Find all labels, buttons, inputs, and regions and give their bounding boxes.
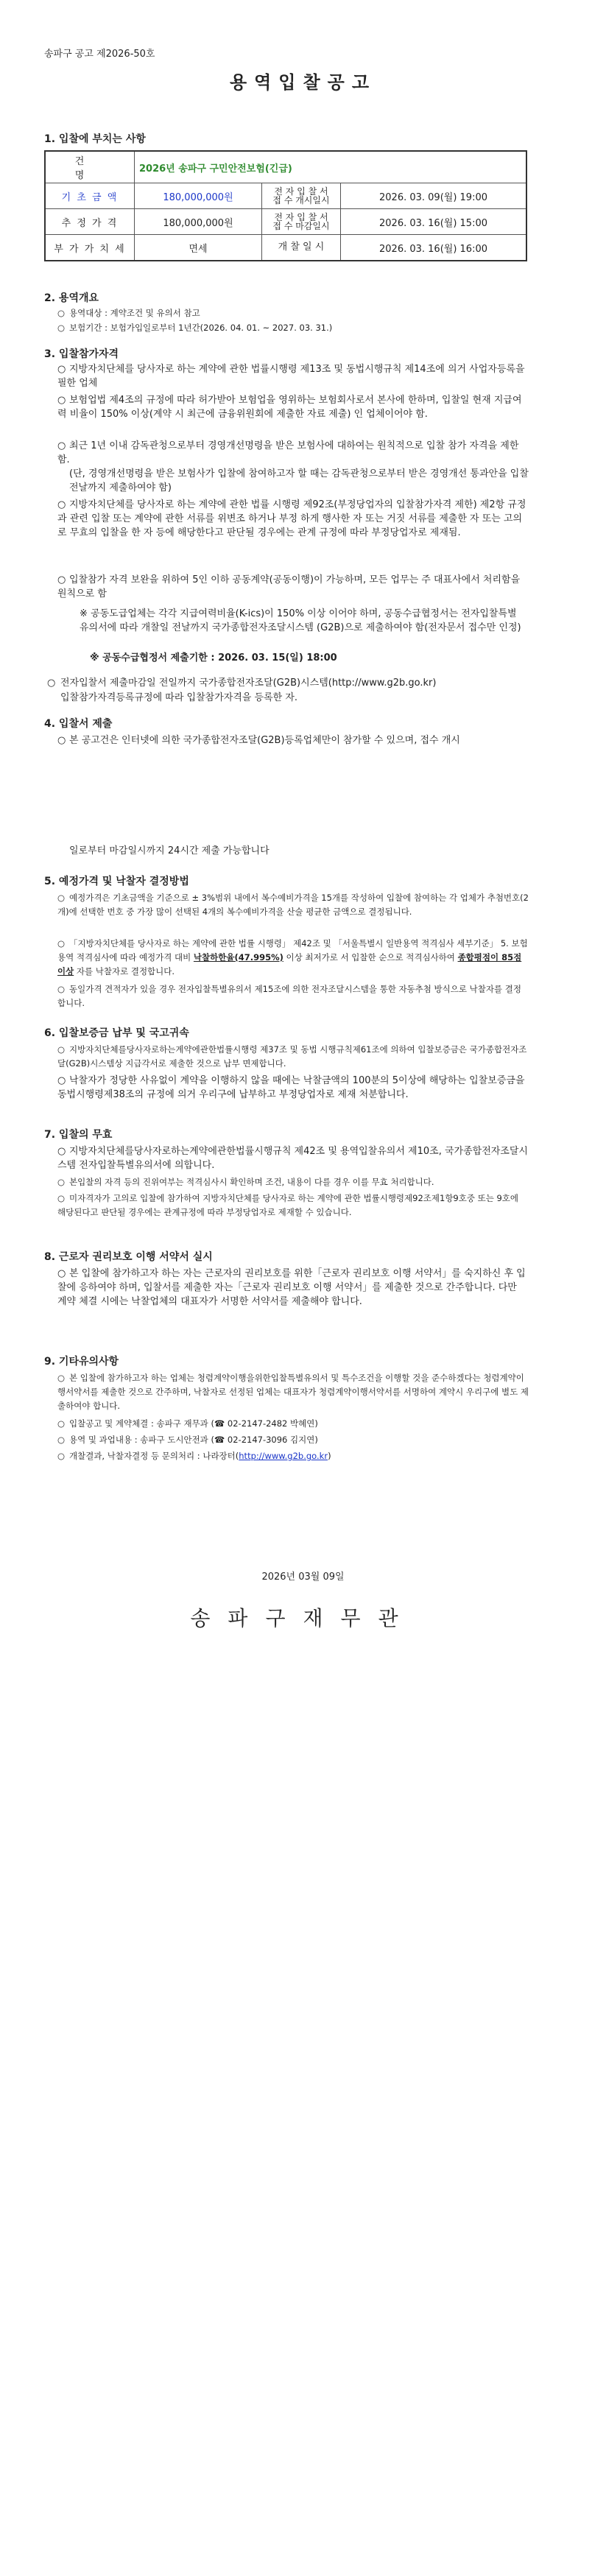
bid-submission-text: ○ 본 공고건은 인터넷에 의한 국가종합전자조달(G2B)등록업체만이 참가할 수 있으며, 접수 개시 [57, 735, 460, 746]
section-8-heading: 8. 근로자 권리보호 이행 서약서 실시 [44, 1251, 213, 1263]
label-opening-datetime: 개 찰 일 시 [262, 235, 341, 261]
label-open-datetime: 전 자 입 찰 서 접 수 개시일시 [262, 183, 341, 209]
section-9-heading: 9. 기타유의사항 [44, 1356, 119, 1368]
value-open-datetime: 2026. 03. 09(월) 19:00 [341, 183, 527, 209]
contact-results: ○ 개찰결과, 낙찰자결정 등 문의처리 : 나라장터(http://www.g2b.go.kr) [57, 1451, 331, 1461]
price-method-item: ○ 동일가격 견적자가 있을 경우 전자입찰특별유의서 제15조에 의한 전자조달시스템을 통한 자동추첨 방식으로 낙찰자를 결정합니다. [57, 984, 521, 1008]
label-estimated-price: 추 정 가 격 [45, 209, 135, 235]
qualification-item: ○ 지방자치단체를 당사자로 하는 계약에 관한 법률 시행령 제92조(부정당업자의 입찰참가자격 제한) 제2항 규정과 관련 입찰 또는 계약에 관한 서류를 위변조 하거나 부정 하게 행사한 자 또는 거짓 서류를 제출한 자 또는 고의로 무효의 입찰을 한 자 등에 해당한다고 판단될 경우에는 관계 규정에 따라 부정당업자로 제재됨. [57, 499, 526, 538]
section-1-heading: 1. 입찰에 부치는 사항 [44, 133, 146, 145]
price-method-item: ○ 예정가격은 기초금액을 기준으로 ± 3%범위 내에서 복수예비가격을 15개를 작성하여 입찰에 참여하는 각 업체가 추첨번호(2개)에 선택한 번호 중 가장 많이 선택된 4개의 복수예비가격을 산술 평균한 금액으로 결정됩니다. [57, 893, 529, 917]
deposit-item: ○ 지방자치단체를당사자로하는계약에관한법률시행령 제37조 및 동법 시행규칙제61조에 의하여 입찰보증금은 국가종합전자조달(G2B)시스템상 지급각서로 제출한 것으로 납부 면제합니다. [57, 1044, 527, 1069]
labor-pledge-text: ○ 본 입찰에 참가하고자 하는 자는 근로자의 권리보호를 위한「근로자 권리보호 이행 서약서」를 숙지하신 후 입찰에 응하여야 하며, 입찰서를 제출한 자는「근로자 권리보호 이행 서약서」를 제출한 것으로 간주합니다. 다만 계약 체결 시에는 낙찰업체의 대표자가 서명한 서약서를 제출해야 합니다. [57, 1268, 526, 1307]
section-2-heading: 2. 용역개요 [44, 292, 99, 304]
joint-contract-note: ※ 공동도급업체는 각각 지급여력비율(K-ics)이 150% 이상 이어야 하며, 공동수급협정서는 전자입찰특별 유의서에 따라 개찰일 전날까지 국가종합전자조달시스템 (G2B)으로 제출하여야 함(전자문서 접수만 인정) [80, 608, 521, 633]
qualification-item: ○ 지방자치단체를 당사자로 하는 계약에 관한 법률시행령 제13조 및 동법시행규칙 제14조에 의거 사업자등록을 필한 업체 [57, 364, 525, 389]
section-4-heading: 4. 입찰서 제출 [44, 718, 113, 730]
joint-agreement-deadline: ※ 공동수급협정서 제출기한 : 2026. 03. 15(일) 18:00 [90, 652, 337, 664]
qualification-item: ○ 입찰참가 자격 보완을 위하여 5인 이하 공동계약(공동이행)이 가능하며, 모든 업무는 주 대표사에서 처리함을 원칙으로 함 [57, 574, 521, 599]
section-7-heading: 7. 입찰의 무효 [44, 1129, 113, 1141]
issuer-name: 송파구재무관 [190, 1606, 416, 1630]
value-close-datetime: 2026. 03. 16(월) 15:00 [341, 209, 527, 235]
other-notes-item: ○ 본 입찰에 참가하고자 하는 업체는 청렴계약이행을위한입찰특별유의서 및 특수조건을 이행할 것을 준수하겠다는 청렴계약이행서약서를 제출한 것으로 간주하며, 낙찰자로 선정된 업체는 대표자가 청렴계약이행서약서를 서명하여 계약시 우리구에 별도 제출하여야 합니다. [57, 1373, 529, 1411]
g2b-registration-cont: 입찰참가자격등록규정에 따라 입찰참가자격을 등록한 자. [60, 692, 298, 703]
section-5-heading: 5. 예정가격 및 낙찰자 결정방법 [44, 876, 189, 887]
invalid-bid-item: ○ 미자격자가 고의로 입찰에 참가하여 지방자치단체를 당사자로 하는 계약에 관한 법률시행령제92조제1항9호중 또는 9호에 해당된다고 판단될 경우에는 관계규정에 따라 부정당업자로 제재할 수 있습니다. [57, 1193, 519, 1217]
value-vat: 면세 [135, 235, 262, 261]
page-title: 용역입찰공고 [229, 72, 377, 93]
g2b-link[interactable]: http://www.g2b.go.kr [239, 1451, 328, 1461]
contact-service: ○ 용역 및 과업내용 : 송파구 도시안전과 (☎ 02-2147-3096 김지연) [57, 1435, 318, 1445]
bid-submission-cont: 일로부터 마감일시까지 24시간 제출 가능합니다 [69, 845, 269, 856]
value-opening-datetime: 2026. 03. 16(월) 16:00 [341, 235, 527, 261]
insurance-period: ○ 보험기간 : 보험가입일로부터 1년간(2026. 04. 01. ~ 2027. 03. 31.) [57, 323, 333, 333]
bid-info-table [44, 150, 527, 261]
notice-date: 2026년 03월 09일 [261, 1572, 345, 1583]
value-base-amount: 180,000,000원 [135, 183, 262, 209]
contact-contract: ○ 입찰공고 및 계약체결 : 송파구 재무과 (☎ 02-2147-2482 박혜연) [57, 1418, 318, 1429]
label-vat: 부 가 가 치 세 [45, 235, 135, 261]
label-close-datetime: 전 자 입 찰 서 접 수 마감일시 [262, 209, 341, 235]
section-3-heading: 3. 입찰참가자격 [44, 348, 119, 360]
value-estimated-price: 180,000,000원 [135, 209, 262, 235]
invalid-bid-item: ○ 본입찰의 자격 등의 진위여부는 적격심사시 확인하며 조건, 내용이 다를 경우 이를 무효 처리합니다. [57, 1177, 434, 1187]
qualification-item: ○ 보험업법 제4조의 규정에 따라 허가받아 보험업을 영위하는 보험회사로서 본사에 한하며, 입찰일 현재 지급여력 비율이 150% 이상(계약 시 최근에 금융위원회에 제출한 자료 제출) 인 업체이어야 함. [57, 395, 522, 420]
qualification-item: ○ 최근 1년 이내 감독관청으로부터 경영개선명령을 받은 보험사에 대하여는 원칙적으로 입찰 참가 자격을 제한함. [57, 440, 519, 465]
deposit-item: ○ 낙찰자가 정당한 사유없이 계약을 이행하지 않을 때에는 낙찰금액의 100분의 5이상에 해당하는 입찰보증금을 동법시행령제38조의 규정에 의거 우리구에 납부하고 부정당업자로 제재 처분합니다. [57, 1075, 525, 1100]
notice-number: 송파구 공고 제2026-50호 [44, 49, 155, 60]
invalid-bid-item: ○ 지방자치단체를당사자로하는계약에관한법률시행규칙 제42조 및 용역입찰유의서 제10조, 국가종합전자조달시스템 전자입찰특별유의서에 의합니다. [57, 1146, 528, 1171]
value-project-name: 2026년 송파구 구민안전보험(긴급) [135, 151, 527, 183]
service-target: ○ 용역대상 : 계약조건 및 유의서 참고 [57, 308, 200, 318]
price-method-item: ○ 「지방자치단체를 당사자로 하는 계약에 관한 법률 시행령」 제42조 및 「서울특별시 일반용역 적격심사 세부기준」 5. 보험용역 적격심사에 따라 예정가격 대비 낙찰하한율(47.995%) 이상 최저가로 서 입찰한 순으로 적격심사하여 종합평점이 85점 이상 자를 낙찰자로 결정합니다. [57, 938, 528, 976]
section-6-heading: 6. 입찰보증금 납부 및 국고귀속 [44, 1027, 189, 1039]
label-project-name: 건 명 [45, 151, 135, 183]
qualification-note: (단, 경영개선명령을 받은 보험사가 입찰에 참여하고자 할 때는 감독관청으로부터 받은 경영개선 통과안을 입찰 전날까지 제출하여야 함) [69, 468, 529, 493]
g2b-registration: ○ 전자입찰서 제출마감일 전일까지 국가종합전자조달(G2B)시스템(http://www.g2b.go.kr) [47, 678, 437, 689]
label-base-amount: 기 초 금 액 [45, 183, 135, 209]
